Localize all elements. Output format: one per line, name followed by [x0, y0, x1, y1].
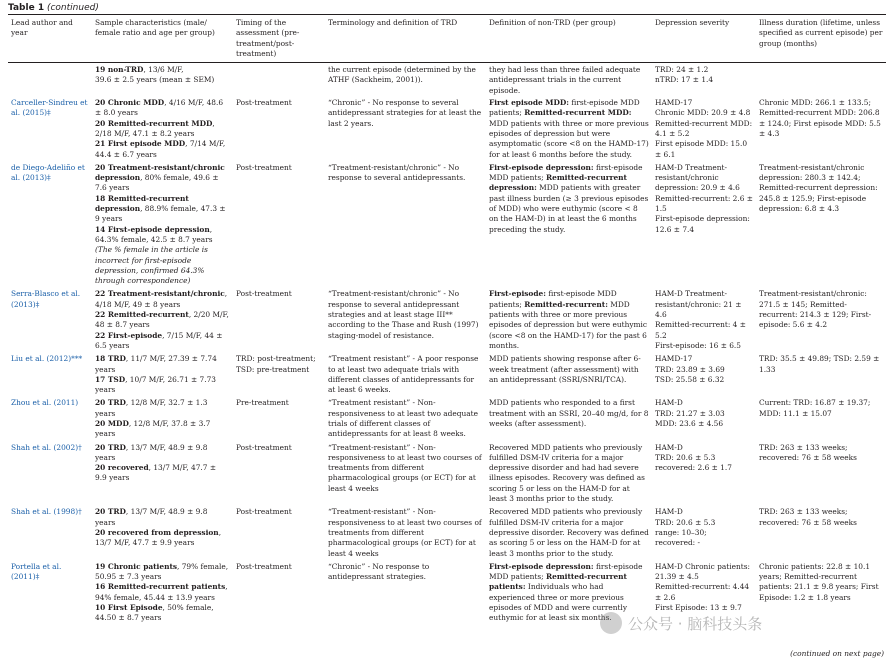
cell-line	[95, 163, 230, 194]
cell-line	[95, 225, 230, 287]
text-run: , 13/7 M/F, 47.7 ± 9.9 years	[95, 527, 222, 548]
terminology-cell	[325, 396, 486, 440]
author-cell: Serra-Blasco et al. (2013)‡	[11, 289, 81, 309]
text-run: , 2/18 M/F, 47.1 ± 8.2 years	[95, 118, 215, 138]
cell-line	[328, 443, 483, 494]
author-cell: Liu et al. (2012)***	[11, 354, 83, 364]
table-caption	[8, 3, 99, 13]
table-continued-label: (continued)	[46, 3, 99, 13]
severity-line: Remitted-recurrent MDD: 4.1 ± 5.2	[655, 118, 753, 138]
text-run: 16 Remitted-recurrent patients	[95, 582, 226, 592]
sample-cell	[92, 63, 233, 96]
text-run: 20 recovered	[95, 463, 149, 473]
severity-line: recovered: 2.6 ± 1.7	[655, 463, 732, 473]
header-cell: Depression severity	[652, 14, 756, 63]
timing-cell: Post-treatment	[236, 561, 292, 571]
text-run: MDD patients with three or more previous episodes of depression but were euthymic (score <8 on the HAMD-17) for the past 6 months.	[489, 299, 648, 350]
text-run: 20 MDD	[95, 418, 129, 428]
cell-line	[328, 398, 483, 439]
author-cell: Carceller-Sindreu et al. (2015)‡	[11, 98, 88, 118]
table-row	[8, 441, 886, 506]
text-run: MDD patients who responded to a first treatment with an SSRI, 20–40 mg/d, for 8 weeks (after assessment).	[489, 398, 649, 428]
severity-line: HAM-D	[655, 398, 683, 408]
text-run: they had less than three failed adequate antidepressant trials in the current episode.	[489, 65, 641, 95]
text-run: “Treatment-resistant/chronic” - No response to several antidepressants.	[328, 162, 466, 183]
text-run: 20 TRD	[95, 442, 126, 452]
cell-line	[489, 289, 649, 351]
header-row	[8, 14, 886, 63]
severity-cell	[652, 505, 756, 559]
text-run: 18 TRD	[95, 354, 126, 364]
cell-line	[95, 582, 230, 603]
text-run: 22 Treatment-resistant/chronic	[95, 289, 225, 299]
sample-cell	[92, 96, 233, 161]
watermark-text: 公众号 · 脑科技头条	[628, 614, 763, 633]
text-run: First-episode depression:	[489, 561, 594, 571]
cell-line	[95, 603, 230, 624]
terminology-cell	[325, 505, 486, 559]
duration-cell: Current: TRD: 16.87 ± 19.37; MDD: 11.1 ± 15.07	[759, 398, 871, 418]
text-run: , 4/16 M/F, 48.6 ± 8.0 years	[95, 98, 224, 118]
text-run: First-episode:	[489, 289, 546, 299]
timing-cell: Post-treatment	[236, 162, 292, 172]
severity-line: nTRD: 17 ± 1.4	[655, 75, 714, 85]
text-run: , 79% female, 50.95 ± 7.3 years	[95, 561, 229, 582]
terminology-cell	[325, 161, 486, 288]
text-run: Remitted-recurrent:	[524, 299, 608, 309]
cell-line	[95, 194, 230, 225]
cell-line	[95, 419, 230, 440]
severity-line: First-episode depression: 12.6 ± 7.4	[655, 214, 750, 234]
header-cell: Timing of the assessment (pre-treatment/post-treatment)	[233, 14, 325, 63]
text-run: Remitted-recurrent depression:	[489, 173, 627, 193]
severity-line: HAM-D Treatment-resistant/chronic depression: 20.9 ± 4.6	[655, 162, 740, 193]
text-run: First-episode depression:	[489, 162, 594, 172]
header-cell: Terminology and definition of TRD	[325, 14, 486, 63]
text-run: , 13/7 M/F, 48.9 ± 9.8 years	[95, 507, 208, 527]
header-cell: Definition of non-TRD (per group)	[486, 14, 652, 63]
text-run: , 94% female, 45.44 ± 13.9 years	[95, 582, 228, 602]
timing-cell: Pre-treatment	[236, 398, 289, 408]
cell-line	[328, 354, 483, 395]
cell-line	[95, 528, 230, 549]
severity-line: TRD: 21.27 ± 3.03	[655, 408, 725, 418]
sample-cell	[92, 560, 233, 625]
text-run: , 80% female, 49.6 ± 7.6 years	[95, 173, 219, 193]
text-run: , 13/6 M/F,	[143, 65, 184, 75]
terminology-cell	[325, 441, 486, 506]
text-run: 39.6 ± 2.5 years (mean ± SEM)	[95, 75, 215, 85]
text-run: 20 Remitted-recurrent MDD	[95, 118, 213, 128]
text-run: , 7/14 M/F, 44.4 ± 6.7 years	[95, 139, 226, 159]
author-cell: Portella et al. (2011)‡	[11, 561, 62, 582]
timing-cell: TRD: post-treatment; TSD: pre-treatment	[236, 354, 316, 374]
author-cell	[8, 63, 92, 96]
table-row	[8, 505, 886, 559]
sample-cell	[92, 161, 233, 288]
cell-line	[95, 463, 230, 484]
severity-line: HAMD-17	[655, 354, 693, 364]
severity-line: TSD: 25.58 ± 6.32	[655, 374, 725, 384]
text-run: “Treatment resistant” - Non-responsiveness to at least two adequate trials of different classes of antidepressants for at least 8 weeks.	[328, 398, 479, 439]
text-run: , 2/20 M/F, 48 ± 8.7 years	[95, 310, 229, 330]
cell-line	[328, 289, 483, 340]
continued-footer: (continued on next page)	[790, 649, 884, 658]
text-run: 18 Remitted-recurrent depression	[95, 193, 189, 214]
severity-line: First-episode: 16 ± 6.5	[655, 340, 741, 350]
header-cell: Lead author and year	[8, 14, 92, 63]
non-trd-cell	[486, 96, 652, 161]
cell-line	[95, 119, 230, 140]
cell-line	[328, 507, 483, 558]
cell-line	[95, 65, 230, 75]
severity-line: range: 10–30;	[655, 527, 707, 537]
cell-line	[489, 65, 649, 96]
cell-line	[328, 163, 483, 184]
text-run: , 4/18 M/F, 49 ± 8 years	[95, 289, 228, 309]
cell-line	[489, 443, 649, 505]
non-trd-cell	[486, 441, 652, 506]
text-run: , 11/7 M/F, 27.39 ± 7.74 years	[95, 354, 217, 374]
cell-line	[328, 65, 483, 86]
non-trd-cell	[486, 161, 652, 288]
text-run: , 64.3% female, 42.5 ± 8.7 years	[95, 224, 213, 244]
cell-line	[95, 331, 230, 352]
severity-cell	[652, 63, 756, 96]
text-run: , 13/7 M/F, 47.7 ± 9.9 years	[95, 463, 217, 483]
severity-cell	[652, 96, 756, 161]
text-run: first-episode MDD patients;	[489, 289, 617, 309]
severity-line: Remitted-recurrent: 4 ± 5.2	[655, 320, 746, 340]
text-run: “Chronic” - No response to several antidepressant strategies for at least the last 2 years.	[328, 98, 482, 128]
non-trd-cell	[486, 396, 652, 440]
severity-line: HAM-D	[655, 442, 683, 452]
author-cell: Shah et al. (1998)†	[11, 507, 82, 517]
duration-cell: Chronic MDD: 266.1 ± 133.5; Remitted-recurrent MDD: 206.8 ± 124.0; First episode MDD: 5.5 ± 4.3	[759, 98, 881, 138]
text-run: , 50% female, 44.50 ± 8.7 years	[95, 603, 214, 623]
severity-line: TRD: 24 ± 1.2	[655, 65, 709, 75]
severity-line: HAM-D Treatment-resistant/chronic: 21 ± 4.6	[655, 289, 742, 320]
sample-cell	[92, 352, 233, 396]
severity-cell	[652, 287, 756, 352]
text-run: 20 recovered from depression	[95, 527, 219, 537]
timing-cell: Post-treatment	[236, 289, 292, 299]
text-run: 20 Chronic MDD	[95, 98, 165, 108]
severity-line: TRD: 20.6 ± 5.3	[655, 517, 716, 527]
non-trd-cell	[486, 352, 652, 396]
cell-line	[489, 507, 649, 558]
text-run: MDD patients with greater past illness burden (≥ 3 previous episodes of MDD) who were euthymic (score < 8 on the HAM-D) in at least the 6 months preceding the study.	[489, 183, 649, 234]
cell-line	[95, 354, 230, 375]
table-row	[8, 560, 886, 625]
duration-cell: Chronic patients: 22.8 ± 10.1 years; Remitted-recurrent patients: 21.1 ± 9.8 years; First Episode: 1.2 ± 1.8 years	[759, 561, 879, 602]
cell-line	[489, 398, 649, 429]
duration-cell	[756, 63, 886, 96]
cell-line	[95, 398, 230, 419]
cell-line	[95, 98, 230, 119]
cell-line	[489, 163, 649, 235]
text-run: the current episode (determined by the ATHF (Sackheim, 2001)).	[328, 65, 476, 85]
text-run: Individuals who had experienced three or more previous episodes of MDD and were currently euthymic for at least six months.	[489, 582, 628, 623]
text-run: first-episode MDD patients;	[489, 561, 643, 582]
sample-cell	[92, 396, 233, 440]
cell-line	[489, 562, 649, 624]
text-run: “Chronic” - No response to antidepressant strategies.	[328, 561, 430, 582]
text-run: 20 TRD	[95, 398, 126, 408]
severity-line: First episode MDD: 15.0 ± 6.1	[655, 139, 748, 159]
severity-cell	[652, 441, 756, 506]
text-run: MDD patients showing response after 6-week treatment (after assessment) with an antidepressant (SSRI/SNRI/TCA).	[489, 354, 641, 384]
header-cell: Sample characteristics (male/ female ratio and age per group)	[92, 14, 233, 63]
text-run: Recovered MDD patients who previously fulfilled DSM-IV criteria for a major depressive disorder and had had severe illness episodes. Recovery was defined as scoring 5 or less on the HAM-D for at least 3 months prior to the study.	[489, 442, 645, 504]
text-run: 21 First episode MDD	[95, 139, 186, 149]
text-run: first-episode MDD patients;	[489, 162, 643, 183]
table-body	[8, 63, 886, 625]
text-run: “Treatment-resistant” - Non-responsiveness to at least two courses of treatments from different pharmacological groups (or ECT) for at least 4 weeks	[328, 507, 482, 558]
author-cell: Shah et al. (2002)†	[11, 442, 82, 452]
duration-cell: Treatment-resistant/chronic: 271.5 ± 145; Remitted-recurrent: 214.3 ± 129; First-episode: 5.6 ± 4.2	[759, 289, 872, 330]
text-run: First episode MDD:	[489, 98, 570, 108]
timing-cell: Post-treatment	[236, 98, 292, 108]
severity-line: recovered: -	[655, 538, 701, 548]
author-cell: Zhou et al. (2011)	[11, 398, 79, 408]
terminology-cell	[325, 352, 486, 396]
non-trd-cell	[486, 287, 652, 352]
text-run: 20 TRD	[95, 507, 126, 517]
results-table	[8, 14, 886, 625]
text-run: “Treatment-resistant” - Non-responsiveness to at least two courses of treatments from different pharmacological groups (or ECT) for at least 4 weeks	[328, 442, 482, 493]
terminology-cell	[325, 63, 486, 96]
non-trd-cell	[486, 560, 652, 625]
cell-line	[95, 443, 230, 464]
timing-cell: Post-treatment	[236, 442, 292, 452]
text-run: “Treatment resistant” - A poor response to at least two adequate trials with different classes of antidepressants for at least 6 weeks.	[328, 354, 479, 395]
table-row	[8, 63, 886, 96]
cell-line	[489, 98, 649, 160]
text-run: , 7/15 M/F, 44 ± 6.5 years	[95, 330, 223, 350]
severity-line: First Episode: 13 ± 9.7	[655, 603, 742, 613]
severity-line: HAM-D	[655, 507, 683, 517]
text-run: , 10/7 M/F, 26.71 ± 7.73 years	[95, 374, 216, 395]
author-cell: de Diego-Adeliño et al. (2013)‡	[11, 162, 85, 183]
text-run: (The % female in the article is incorrect for first-episode depression, confirmed 64.3% through correspondence)	[95, 245, 208, 286]
table-row	[8, 161, 886, 288]
cell-line	[95, 310, 230, 331]
severity-line: Remitted-recurrent: 2.6 ± 1.5	[655, 193, 753, 214]
non-trd-cell	[486, 63, 652, 96]
text-run: Remitted-recurrent MDD:	[524, 108, 632, 118]
text-run: 20 Treatment-resistant/chronic depression	[95, 162, 225, 183]
terminology-cell	[325, 287, 486, 352]
severity-line: Chronic MDD: 20.9 ± 4.8	[655, 108, 751, 118]
text-run: 22 Remitted-recurrent	[95, 310, 189, 320]
cell-line	[95, 289, 230, 310]
text-run: 22 First-episode	[95, 330, 163, 340]
text-run: , 13/7 M/F, 48.9 ± 9.8 years	[95, 442, 208, 462]
severity-line: TRD: 23.89 ± 3.69	[655, 364, 725, 374]
text-run: “Treatment-resistant/chronic” - No response to several antidepressant strategies and at least stage III** according to the Thase and Rush (1997) staging-model of resistance.	[328, 289, 479, 340]
non-trd-cell	[486, 505, 652, 559]
severity-cell	[652, 396, 756, 440]
duration-cell: TRD: 263 ± 133 weeks; recovered: 76 ± 58 weeks	[759, 507, 857, 527]
header-cell: Illness duration (lifetime, unless specified as current episode) per group (months)	[756, 14, 886, 63]
severity-line: Remitted-recurrent: 4.44 ± 2.6	[655, 582, 750, 602]
sample-cell	[92, 441, 233, 506]
text-run: 17 TSD	[95, 374, 126, 384]
severity-line: TRD: 20.6 ± 5.3	[655, 452, 716, 462]
text-run: Recovered MDD patients who previously fulfilled DSM-IV criteria for a major depressive disorder. Recovery was defined as scoring 5 or less on the HAM-D for at least 3 months prior to the study.	[489, 507, 649, 558]
severity-cell	[652, 352, 756, 396]
severity-line: HAM-D Chronic patients: 21.39 ± 4.5	[655, 561, 750, 582]
cell-line	[95, 507, 230, 528]
severity-line: MDD: 23.6 ± 4.56	[655, 418, 724, 428]
cell-line	[95, 139, 230, 160]
severity-cell	[652, 560, 756, 625]
table-row	[8, 396, 886, 440]
text-run: 14 First-episode depression	[95, 224, 210, 234]
cell-line	[489, 354, 649, 385]
text-run: 10 First Episode	[95, 603, 163, 613]
sample-cell	[92, 287, 233, 352]
duration-cell: Treatment-resistant/chronic depression: 280.3 ± 142.4; Remitted-recurrent depression: 245.8 ± 125.9; First-episode depression: 6.8 ± 4.3	[759, 162, 878, 214]
timing-cell: Post-treatment	[236, 507, 292, 517]
severity-line: HAMD-17	[655, 98, 693, 108]
severity-cell	[652, 161, 756, 288]
cell-line	[95, 75, 230, 85]
timing-cell	[233, 63, 325, 96]
text-run: Remitted-recurrent patients:	[489, 572, 627, 592]
duration-cell: TRD: 35.5 ± 49.89; TSD: 2.59 ± 1.33	[759, 354, 880, 374]
cell-line	[328, 98, 483, 129]
table-row	[8, 287, 886, 352]
terminology-cell	[325, 96, 486, 161]
text-run: MDD patients with three or more previous episodes of depression but were asymptomatic (score <8 on the HAMD-17) for at least 6 months before the study.	[489, 118, 649, 159]
duration-cell: TRD: 263 ± 133 weeks; recovered: 76 ± 58 weeks	[759, 442, 857, 462]
text-run: 19 non-TRD	[95, 65, 144, 75]
cell-line	[95, 375, 230, 396]
terminology-cell	[325, 560, 486, 625]
text-run: , 12/8 M/F, 37.8 ± 3.7 years	[95, 418, 211, 439]
table-row	[8, 352, 886, 396]
table-label: Table 1	[8, 3, 45, 13]
text-run: 19 Chronic patients	[95, 561, 178, 571]
cell-line	[328, 562, 483, 583]
sample-cell	[92, 505, 233, 559]
cell-line	[95, 562, 230, 583]
table-row	[8, 96, 886, 161]
text-run: first-episode MDD patients;	[489, 98, 640, 118]
text-run: , 12/8 M/F, 32.7 ± 1.3 years	[95, 398, 208, 418]
text-run: , 88.9% female, 47.3 ± 9 years	[95, 204, 226, 224]
